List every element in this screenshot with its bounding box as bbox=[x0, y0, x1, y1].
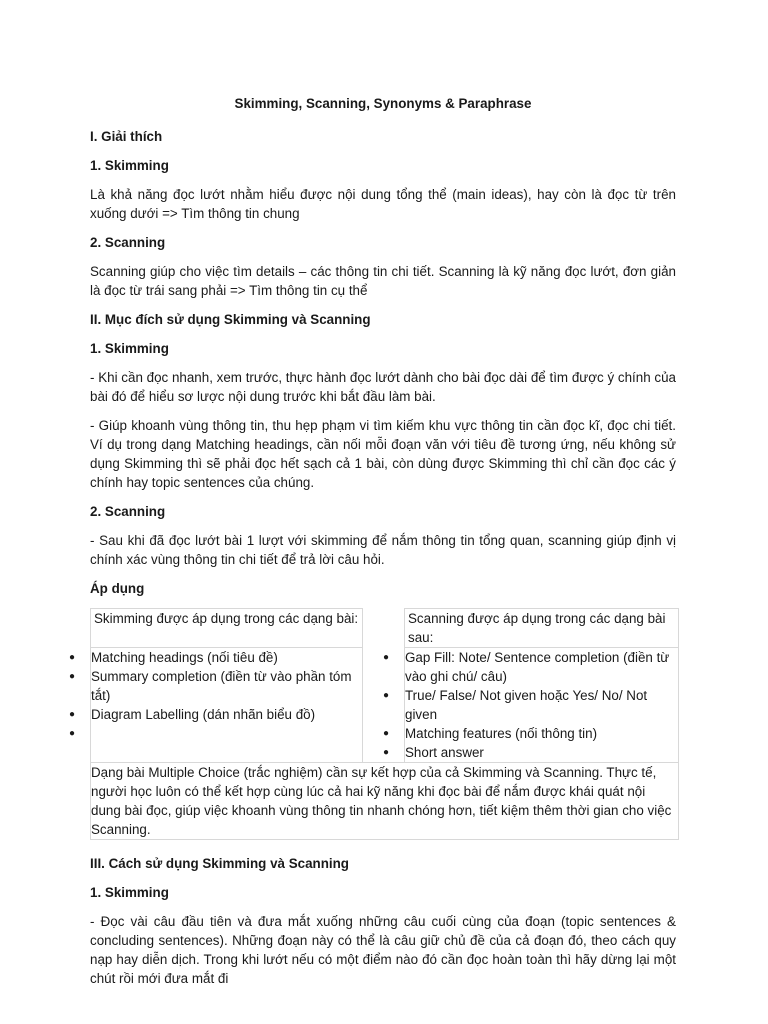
document-body bbox=[69, 94, 676, 998]
list-item: ● Gap Fill: Note/ Sentence completion (điền từ vào ghi chú/ câu) bbox=[383, 650, 670, 684]
scanning-column bbox=[405, 609, 679, 648]
skimming-column-heading: Skimming được áp dụng trong các dạng bài: bbox=[94, 611, 359, 626]
section-2-scanning-heading: 2. Scanning bbox=[90, 504, 166, 519]
apply-table-row bbox=[91, 763, 679, 840]
section-3-skimming-paragraph: - Đọc vài câu đầu tiên và đưa mắt xuống những câu cuối cùng của đoạn (topic sentences & concluding sentences). Những đoạn này có thể là câu giữ chủ đề của cả đoạn đó, theo cách quy nạp hay diễn dịch. Trong khi lướt nếu có một điểm nào đó cần đọc hoàn toàn thì hãy dừng lại một chút rồi mới đưa mắt đi bbox=[90, 914, 676, 986]
list-item: ● True/ False/ Not given hoặc Yes/ No/ Not given bbox=[383, 688, 648, 722]
apply-table bbox=[69, 608, 679, 840]
list-item: ● Diagram Labelling (dán nhãn biểu đồ) bbox=[69, 707, 316, 722]
list-item bbox=[69, 724, 362, 743]
section-1-scanning-text: Scanning giúp cho việc tìm details – các thông tin chi tiết. Scanning là kỹ năng đọc lướt, đơn giản là đọc từ trái sang phải => Tìm thông tin cụ thể bbox=[90, 264, 676, 298]
section-2-skimming-heading: 1. Skimming bbox=[90, 341, 169, 356]
list-item: ● Matching headings (nối tiêu đề) bbox=[69, 650, 278, 665]
section-2-scanning-paragraph: - Sau khi đã đọc lướt bài 1 lượt với skimming để nắm thông tin tổng quan, scanning giúp định vị chính xác vùng thông tin chi tiết để trả lời câu hỏi. bbox=[90, 533, 676, 567]
skimming-task-list bbox=[69, 648, 362, 743]
list-item: ● Short answer bbox=[383, 745, 484, 760]
skimming-column bbox=[91, 609, 363, 648]
bullet-icon: ● bbox=[383, 728, 390, 739]
section-3-skimming-heading: 1. Skimming bbox=[90, 885, 169, 900]
section-2-heading: II. Mục đích sử dụng Skimming và Scanning bbox=[90, 312, 371, 327]
section-1-skimming-heading: 1. Skimming bbox=[90, 158, 169, 173]
apply-table-row bbox=[91, 648, 679, 763]
scanning-column-heading: Scanning được áp dụng trong các dạng bài sau: bbox=[408, 611, 666, 645]
bullet-icon: ● bbox=[383, 652, 390, 663]
section-1-heading: I. Giải thích bbox=[90, 129, 163, 144]
apply-table-row bbox=[91, 609, 679, 648]
multiple-choice-note: Dạng bài Multiple Choice (trắc nghiệm) cần sự kết hợp của cả Skimming và Scanning. Thực tế, người học luôn có thể kết hợp cùng lúc cả hai kỹ năng khi đọc bài để nắm được khái quát nội dung bài đọc, giúp việc khoanh vùng thông tin nhanh chóng hơn, tiết kiệm thêm thời gian cho việc Scanning. bbox=[91, 763, 679, 840]
bullet-icon: ● bbox=[69, 652, 76, 663]
document-title: Skimming, Scanning, Synonyms & Paraphrase bbox=[234, 96, 532, 111]
list-item: ● Summary completion (điền từ vào phần tóm tắt) bbox=[69, 669, 352, 703]
section-2-skimming-paragraph-2: - Giúp khoanh vùng thông tin, thu hẹp phạm vi tìm kiếm khu vực thông tin cần đọc kĩ, đọc chi tiết. Ví dụ trong dạng Matching headings, cần nối mỗi đoạn văn với tiêu đề tương ứng, nếu không sử dụng Skimming thì sẽ phải đọc hết sạch cả 1 bài, còn dùng được Skimming thì chỉ cần đọc các ý chính hay topic sentences của chúng. bbox=[90, 418, 676, 490]
scanning-task-list bbox=[383, 648, 678, 762]
bullet-icon: ● bbox=[383, 690, 390, 701]
bullet-icon: ● bbox=[383, 747, 390, 758]
bullet-icon: ● bbox=[69, 728, 76, 739]
section-3-heading: III. Cách sử dụng Skimming và Scanning bbox=[90, 856, 349, 871]
bullet-icon: ● bbox=[69, 671, 76, 682]
bullet-icon: ● bbox=[69, 709, 76, 720]
section-2-skimming-paragraph-1: - Khi cần đọc nhanh, xem trước, thực hành đọc lướt dành cho bài đọc dài để tìm được ý chính của bài đó để hiểu sơ lược nội dung trước khi bắt đầu làm bài. bbox=[90, 370, 676, 404]
section-1-skimming-text: Là khả năng đọc lướt nhằm hiểu được nội dung tổng thể (main ideas), hay còn là đọc từ trên xuống dưới => Tìm thông tin chung bbox=[90, 187, 676, 221]
section-1-scanning-heading: 2. Scanning bbox=[90, 235, 166, 250]
list-item: ● Matching features (nối thông tin) bbox=[383, 726, 598, 741]
apply-heading: Áp dụng bbox=[90, 581, 145, 596]
